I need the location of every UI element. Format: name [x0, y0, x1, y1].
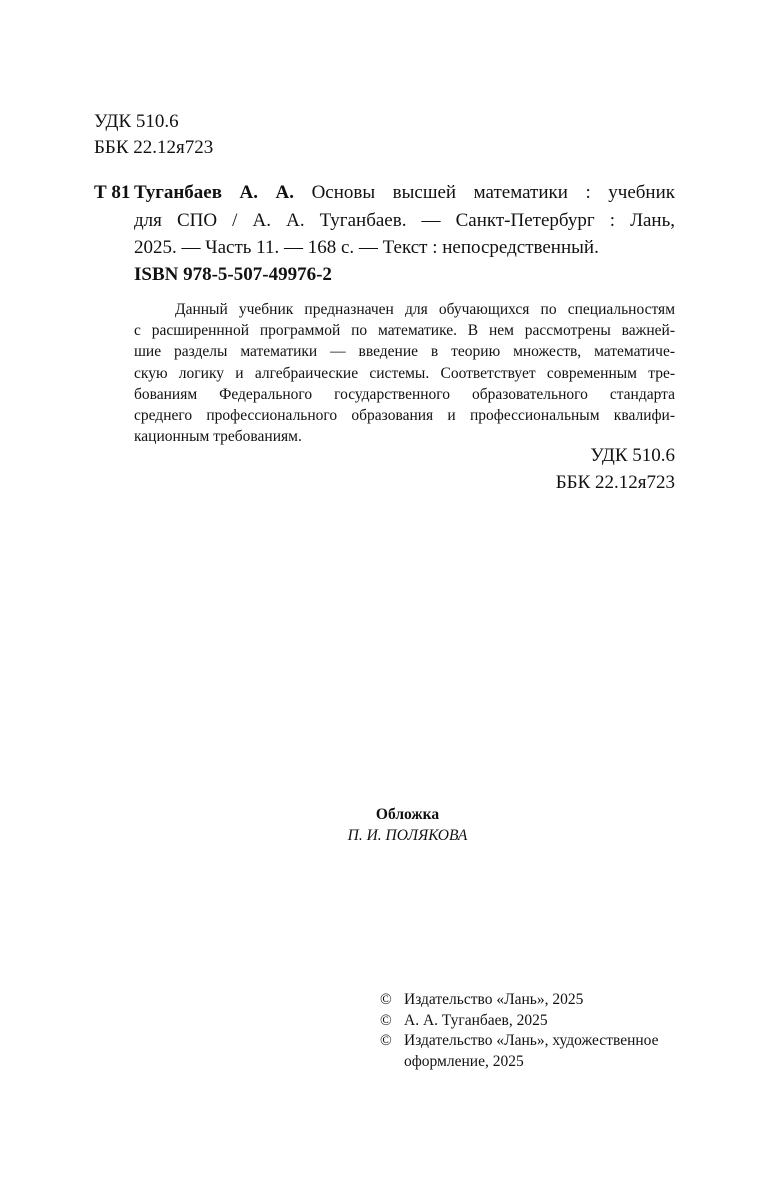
copyright-row-2 — [380, 1011, 685, 1032]
author-mark: Т 81 — [94, 182, 131, 203]
top-bbk-code: ББК 22.12я723 — [94, 137, 214, 158]
biblio-line-3: 2025. — Часть 11. — 168 с. — Текст : непосредственный. — [134, 237, 599, 258]
top-classification-codes — [94, 109, 213, 161]
annotation-line: скую логику и алгебраические системы. Соответствует современным тре- — [134, 364, 675, 382]
copyright-block — [380, 990, 685, 1072]
isbn: ISBN 978-5-507-49976-2 — [134, 264, 332, 285]
copyright-row-3 — [380, 1031, 685, 1052]
annotation-line: шие разделы математики — введение в теорию множеств, математиче- — [134, 343, 675, 361]
annotation-line: среднего профессионального образования и профессиональным квалифи- — [134, 407, 675, 425]
copyright-row-1 — [380, 990, 685, 1011]
copyright-text: Издательство «Лань», художественное — [404, 1032, 659, 1049]
annotation — [134, 299, 675, 447]
annotation-line: Данный учебник предназначен для обучающихся по специальностям — [175, 301, 675, 318]
author-name: Туганбаев А. А. — [134, 182, 295, 203]
copyright-symbol: © — [380, 991, 392, 1008]
cover-label: Обложка — [375, 806, 440, 823]
bottom-classification-codes — [556, 442, 675, 496]
biblio-line-1 — [134, 179, 675, 207]
copyright-symbol: © — [380, 1011, 392, 1029]
top-udk-code: УДК 510.6 — [94, 111, 179, 132]
bibliographic-record — [134, 179, 675, 262]
copyright-text: А. А. Туганбаев, 2025 — [404, 1011, 548, 1029]
bottom-bbk-code: ББК 22.12я723 — [555, 472, 675, 493]
cover-designer: П. И. ПОЛЯКОВА — [347, 827, 468, 844]
cover-credit — [0, 804, 769, 846]
biblio-title: Основы высшей математики : учебник — [294, 182, 675, 203]
copyright-row-4: оформление, 2025 — [404, 1052, 524, 1070]
annotation-line: кационным требованиям. — [134, 428, 302, 446]
annotation-line: бованиям Федерального государственного образовательного стандарта — [134, 385, 675, 403]
copyright-text: Издательство «Лань», 2025 — [404, 991, 584, 1008]
copyright-symbol: © — [380, 1032, 392, 1049]
annotation-line: с расширеннной программой по математике. В нем рассмотрены важней- — [134, 322, 675, 340]
bottom-udk-code: УДК 510.6 — [590, 445, 675, 466]
biblio-line-2: для СПО / А. А. Туганбаев. — Санкт-Петербург : Лань, — [134, 209, 675, 231]
